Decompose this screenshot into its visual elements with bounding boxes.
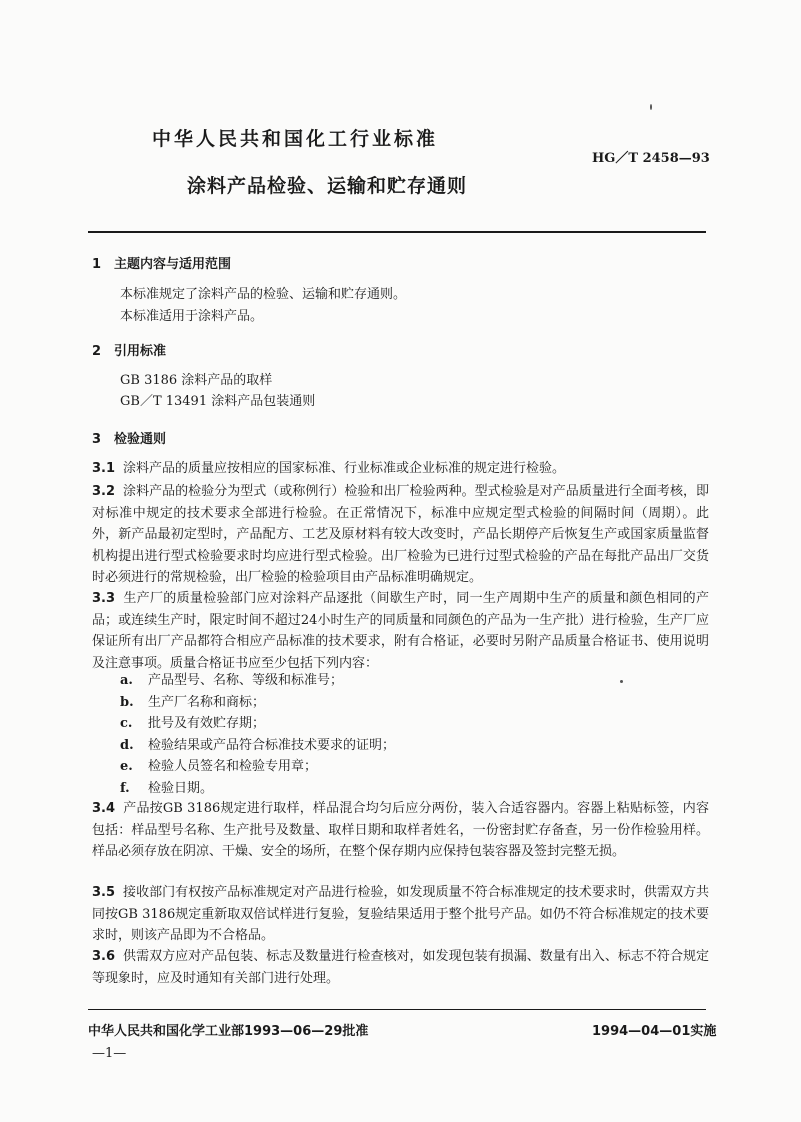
section-2-heading: [92, 340, 166, 359]
section-number: 3: [92, 432, 102, 447]
list-letter: f.: [120, 780, 130, 796]
list-letter: c.: [120, 716, 133, 732]
list-text: 检验结果或产品符合标准技术要求的证明；: [148, 737, 396, 753]
clause-3-5: [92, 882, 709, 947]
section-1-line-2: 本标准适用于涂料产品。: [120, 309, 264, 324]
clause-3-1: [92, 458, 709, 480]
section-title: 主题内容与适用范围: [114, 257, 232, 272]
implementation-date: 1994—04—01实施: [592, 1024, 717, 1039]
list-text: 生产厂名称和商标；: [148, 694, 266, 710]
clause-text: 涂料产品的质量应按相应的国家标准、行业标准或企业标准的规定进行检验。: [123, 461, 566, 476]
section-1-line-1: 本标准规定了涂料产品的检验、运输和贮存通则。: [120, 287, 407, 302]
certificate-contents-list: [120, 670, 680, 800]
standard-code: HG／T 2458—93: [592, 151, 710, 166]
list-letter: a.: [120, 673, 133, 688]
clause-label: 3.5: [92, 885, 116, 900]
list-item: [120, 692, 680, 714]
clause-3-6: [92, 946, 709, 989]
header-rule: [88, 231, 706, 233]
section-title: 引用标准: [114, 344, 167, 359]
list-letter: e.: [120, 759, 133, 775]
list-item: [120, 735, 680, 757]
section-1-heading: [92, 253, 231, 272]
list-text: 批号及有效贮存期；: [148, 716, 266, 732]
clause-3-4: [92, 798, 709, 863]
clause-text: 接收部门有权按产品标准规定对产品进行检验，如发现质量不符合标准规定的技术要求时，供需双方共同按GB 3186规定重新取双倍试样进行复验，复验结果适用于整个批号产品。如仍不符合标准规定的技术要求时，则该产品即为不合格品。: [92, 885, 709, 944]
scan-speck: [650, 104, 652, 110]
list-text: 产品型号、名称、等级和标准号；: [148, 673, 344, 688]
list-item: [120, 670, 680, 692]
standard-type-heading: 中华人民共和国化工行业标准: [152, 128, 439, 150]
clause-3-2: [92, 481, 709, 589]
clause-label: 3.1: [92, 461, 116, 476]
list-text: 检验人员签名和检验专用章；: [148, 759, 318, 775]
list-text: 检验日期。: [148, 780, 214, 796]
clause-3-3: [92, 588, 709, 674]
list-letter: d.: [120, 737, 134, 753]
reference-standard-2: GB／T 13491 涂料产品包装通则: [120, 394, 316, 409]
section-number: 1: [92, 257, 102, 272]
clause-label: 3.3: [92, 591, 116, 606]
clause-text: 涂料产品的检验分为型式（或称例行）检验和出厂检验两种。型式检验是对产品质量进行全面考核，即对标准中规定的技术要求全部进行检验。在正常情况下，标准中应规定型式检验的间隔时间（周期）。此外，新产品最初定型时，产品配方、工艺及原材料有较大改变时，产品长期停产后恢复生产或国家质量监督机构提出进行型式检验要求时均应进行型式检验。出厂检验为已进行过型式检验的产品在每批产品出厂交货时必须进行的常规检验，出厂检验的检验项目由产品标准明确规定。: [92, 484, 709, 586]
list-item: [120, 713, 680, 735]
footer-rule: [88, 1009, 706, 1010]
reference-standard-1: GB 3186 涂料产品的取样: [120, 373, 273, 388]
clause-text: 供需双方应对产品包装、标志及数量进行检查核对，如发现包装有损漏、数量有出入、标志不符合规定等现象时，应及时通知有关部门进行处理。: [92, 949, 709, 986]
clause-text: 生产厂的质量检验部门应对涂料产品逐批（间歇生产时，同一生产周期中生产的质量和颜色相同的产品；或连续生产时，限定时间不超过24小时生产的同质量和同颜色的产品为一生产批）进行检验，生产厂应保证所有出厂产品都符合相应产品标准的技术要求，附有合格证，必要时另附产品质量合格证书、使用说明及注意事项。质量合格证书应至少包括下列内容：: [92, 591, 709, 671]
scan-speck: [620, 680, 623, 683]
page-number: —1—: [92, 1046, 127, 1061]
clause-label: 3.2: [92, 484, 116, 499]
section-number: 2: [92, 344, 102, 359]
list-item: [120, 778, 680, 800]
approval-line: 中华人民共和国化学工业部1993—06—29批准: [88, 1024, 369, 1039]
clause-label: 3.4: [92, 801, 116, 816]
list-item: [120, 756, 680, 778]
clause-text: 产品按GB 3186规定进行取样，样品混合均匀后应分两份，装入合适容器内。容器上粘贴标签，内容包括：样品型号名称、生产批号及数量、取样日期和取样者姓名，一份密封贮存备查，另一份作检验用样。样品必须存放在阴凉、干燥、安全的场所，在整个保存期内应保持包装容器及签封完整无损。: [92, 801, 709, 860]
list-letter: b.: [120, 694, 134, 710]
document-title: 涂料产品检验、运输和贮存通则: [187, 175, 468, 197]
clause-label: 3.6: [92, 949, 116, 964]
section-3-heading: [92, 428, 166, 447]
section-title: 检验通则: [114, 432, 167, 447]
